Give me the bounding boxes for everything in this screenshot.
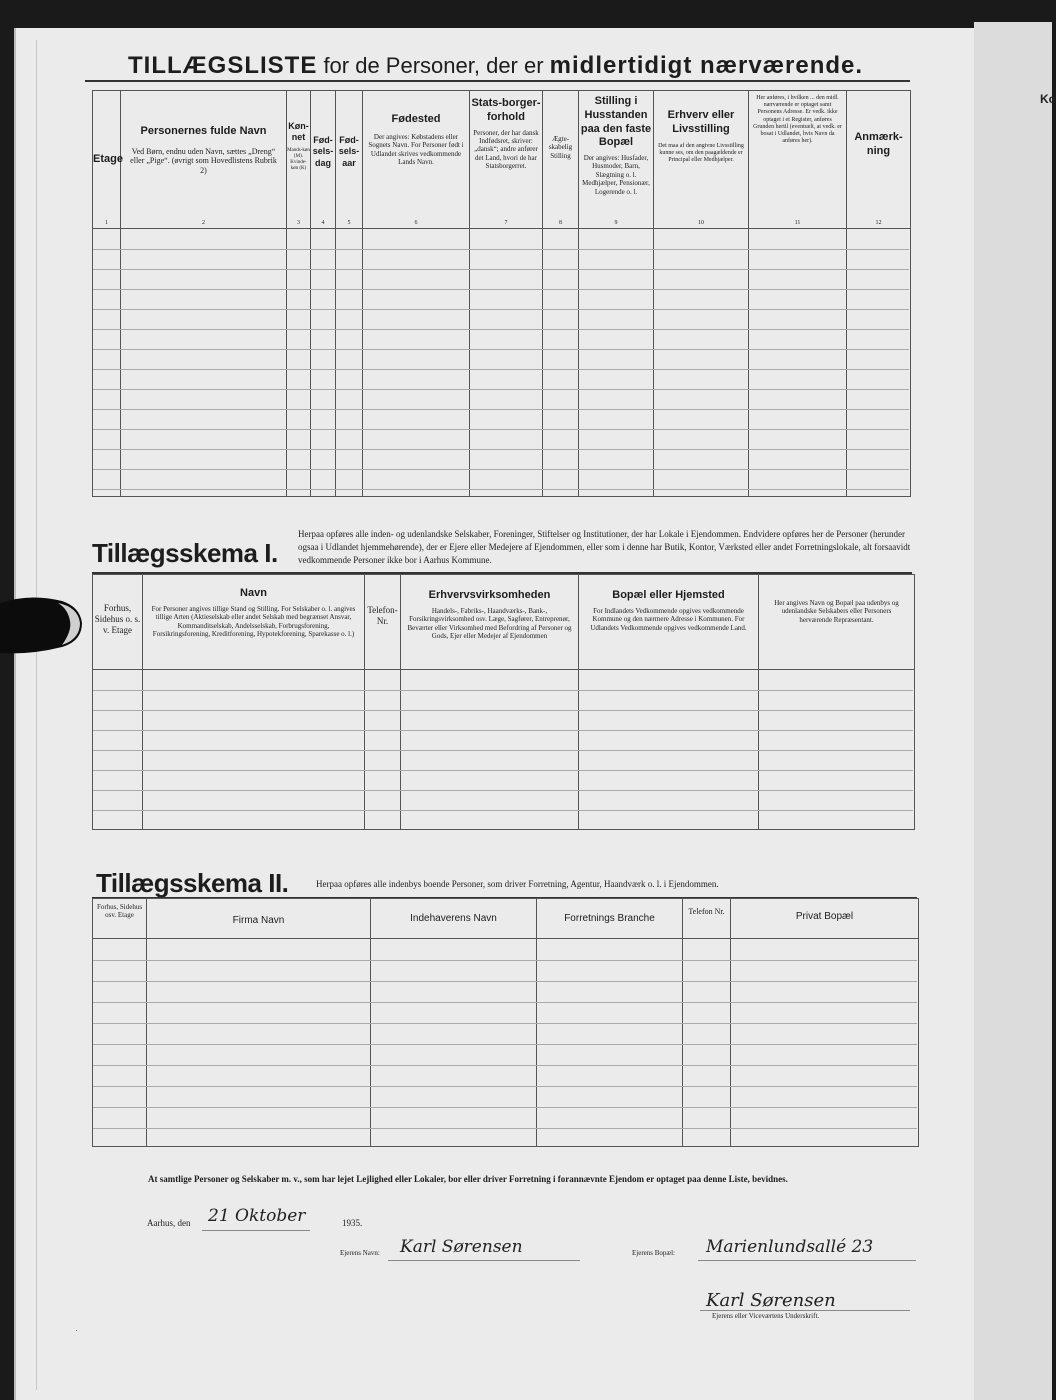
col-statsborger: Stats-borger-forhold Personer, der har dansk Indfødsret, skriver: „dansk“; andre anfører det Land, hvori de har Statsborgerret. 7: [470, 91, 543, 229]
skema1-header-row: [93, 575, 915, 670]
s2-col-branche: Forretnings Branche: [537, 899, 683, 939]
skema2-entry-line: [93, 1023, 917, 1024]
col-stilling: Stilling i Husstanden paa den faste Bopæl Der angives: Husfader, Husmoder, Barn, Slægtning o. l. Medhjælper, Pensionær, Logerende o. l. 9: [579, 91, 654, 229]
owner-name-line: [388, 1260, 580, 1261]
main-entry-line: [93, 489, 909, 490]
s1-col-bopael: Bopæl eller Hjemsted For Indlandets Vedkommende opgives vedkommende Kommune og den nærmere Adresse i Kommunen. For Udlandets Vedkommende opgives vedkommende Land.: [579, 575, 759, 670]
skema2-entry-line: [93, 981, 917, 982]
title-bold2: midlertidigt nærværende.: [549, 52, 864, 79]
s1-col-telefon: Telefon-Nr.: [365, 575, 401, 670]
col-etage: Etage 1: [93, 91, 121, 229]
skema1-entry-line: [93, 710, 913, 711]
owner-addr-line: [698, 1260, 916, 1261]
skema2-header-row: [93, 899, 919, 939]
skema1-entry-line: [93, 770, 913, 771]
printer-mark: [76, 1330, 77, 1331]
date-handwritten[interactable]: 21 Oktober: [208, 1206, 306, 1226]
skema1-entry-line: [93, 790, 913, 791]
s2-col-telefon: Telefon Nr.: [683, 899, 731, 939]
col-erhverv: Erhverv eller Livsstilling Det maa af den angivne Livsstilling kunne ses, om den paagældende er Principal eller Medhjælper. 10: [654, 91, 749, 229]
main-entry-line: [93, 389, 909, 390]
col-foedselsdag: Fød-sels-dag 4: [311, 91, 336, 229]
date-line: [202, 1230, 310, 1231]
title-rule: [85, 80, 910, 82]
adjacent-page: [974, 22, 1056, 1400]
finger-holding-page: [0, 585, 95, 665]
col-folkeregister: Her anføres, i hvilken ... den midl. nærværende er optaget samt Personens Adresse. Er vedk. ikke optaget i et Register, anføres Grunden hertil (eventuelt, at vedk. er bosat i Udlandet, hvis Navn da anføres her). 11: [749, 91, 847, 229]
main-entry-line: [93, 429, 909, 430]
s1-col-etage: Forhus, Sidehus o. s. v. Etage: [93, 575, 143, 670]
skema1-description: Herpaa opføres alle inden- og udenlandske Selskaber, Foreninger, Stiftelser og Institutioner, der har Lokale i Ejendommen. Endvidere opføres her de Personer (herunder ogsaa i Udlandet hjemmehørende), der er Ejere eller Medejere af Ejendommen, eller som i denne har Butik, Kontor, Værksted eller andet Forretningslokale, alt forsaavidt vedkommende Personer ikke bor i Aarhus Kommune.: [298, 529, 911, 565]
skema2-entry-line: [93, 1086, 917, 1087]
signature-line: [700, 1310, 910, 1311]
skema1-entry-line: [93, 810, 913, 811]
skema2-entry-line: [93, 1002, 917, 1003]
skema1-entry-line: [93, 730, 913, 731]
main-entry-line: [93, 329, 909, 330]
s2-col-etage: Forhus, Sidehus osv. Etage: [93, 899, 147, 939]
page-title: [128, 52, 863, 80]
adjacent-page-text: Ko: [1040, 92, 1056, 106]
owner-name-label: Ejerens Navn:: [340, 1249, 380, 1257]
skema2-description: Herpaa opføres alle indenbys boende Personer, som driver Forretning, Agentur, Haandværk o. l. i Ejendommen.: [316, 879, 719, 889]
col-aegteskab: Ægte-skabelig Stilling 8: [543, 91, 579, 229]
s1-col-repraesentant: Her angives Navn og Bopæl paa udenbys og udenlandske Selskabers eller Personers herværende Repræsentant.: [759, 575, 915, 670]
main-entry-line: [93, 369, 909, 370]
skema1-entry-line: [93, 690, 913, 691]
s2-col-indehaver: Indehaverens Navn: [371, 899, 537, 939]
col-foedested: Fødested Der angives: Købstadens eller Sognets Navn. For Personer født i Udlandet skrives vedkommende Lands Navn. 6: [363, 91, 470, 229]
signature-label: Ejerens eller Viceværtens Underskrift.: [712, 1312, 820, 1320]
title-bold: TILLÆGSLISTE: [128, 52, 318, 79]
owner-name-value[interactable]: Karl Sørensen: [400, 1237, 523, 1257]
signature[interactable]: Karl Sørensen: [706, 1290, 836, 1311]
main-entry-line: [93, 269, 909, 270]
main-entry-line: [93, 349, 909, 350]
skema2-entry-line: [93, 1044, 917, 1045]
s2-col-bopael: Privat Bopæl: [731, 899, 919, 939]
s1-col-navn: Navn For Personer angives tillige Stand og Stilling. For Selskaber o. l. angives tillige Arten (Aktieselskab eller andet Selskab med begrænset Ansvar, Kommanditselskab, Andelsselskab, Forbrugsforening, Forsikringsforening, Kreditforening, Hypotekforening, Sparekasse o. l.): [143, 575, 365, 670]
col-koen: Køn-net Mands-køn (M). Kvinde-køn (K) 3: [287, 91, 311, 229]
skema2-body-row[interactable]: [93, 939, 919, 1147]
skema1-entry-line: [93, 750, 913, 751]
title-rest: for de Personer, der er: [317, 53, 550, 78]
main-table: [92, 90, 911, 497]
skema1-title: Tillægsskema I.: [92, 538, 278, 568]
place-label: Aarhus, den: [147, 1218, 191, 1228]
main-entry-line: [93, 249, 909, 250]
owner-addr-value[interactable]: Marienlundsallé 23: [706, 1237, 874, 1257]
skema2-entry-line: [93, 1065, 917, 1066]
owner-addr-label: Ejerens Bopæl:: [632, 1249, 675, 1257]
skema2-title: Tillægsskema II.: [96, 868, 289, 898]
s2-col-firma: Firma Navn: [147, 899, 371, 939]
main-entry-line: [93, 469, 909, 470]
certify-text: At samtlige Personer og Selskaber m. v., som har lejet Lejlighed eller Lokaler, bor eller driver Forretning i forannævnte Ejendom er optaget paa denne Liste, bevidnes.: [148, 1174, 788, 1184]
skema2-entry-line: [93, 960, 917, 961]
main-entry-line: [93, 309, 909, 310]
s1-col-erhverv: Erhvervsvirksomheden Handels-, Fabriks-, Haandværks-, Bank-, Forsikringsvirksomhed osv. Læge, Sagfører, Entreprenør, Beværter eller Virksomhed med Befordring af Personer og Gods, Ejer eller Medejer af Ejendommen: [401, 575, 579, 670]
main-entry-line: [93, 409, 909, 410]
year-label: 1935.: [342, 1218, 363, 1228]
main-header-row: [93, 91, 911, 229]
main-entry-line: [93, 289, 909, 290]
skema2-entry-line: [93, 1107, 917, 1108]
col-foedselsaar: Fød-sels-aar 5: [336, 91, 363, 229]
col-navn: Personernes fulde Navn Ved Børn, endnu uden Navn, sættes „Dreng“ eller „Pige“. (øvrigt som Hovedlistens Rubrik 2) 2: [121, 91, 287, 229]
main-entry-line: [93, 449, 909, 450]
skema1-table: [92, 574, 915, 830]
col-anmaerkning: Anmærk-ning 12: [847, 91, 911, 229]
skema2-entry-line: [93, 1128, 917, 1129]
